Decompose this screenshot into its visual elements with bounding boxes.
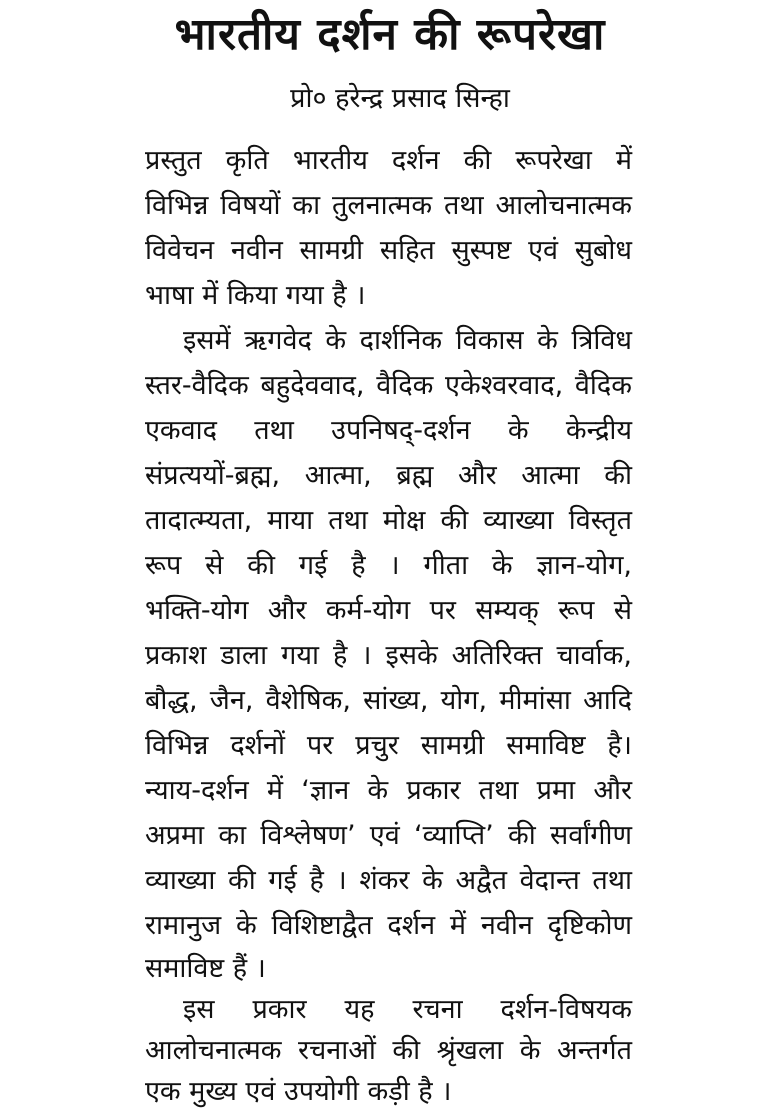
text-line: एक मुख्य एवं उपयोगी कड़ी है ।: [145, 1076, 452, 1107]
description-body: [145, 138, 632, 1112]
text-line: विवेचन नवीन सामग्री सहित सुस्पष्ट एवं सुबोध: [145, 235, 632, 266]
paragraph-3: [145, 989, 632, 1112]
page-title: भारतीय दर्शन की रूपरेखा: [174, 9, 606, 60]
text-line: न्याय-दर्शन में ‘ज्ञान के प्रकार तथा प्रमा और: [145, 775, 632, 806]
text-line: समाविष्ट हैं ।: [145, 953, 266, 984]
text-line: तादात्म्यता, माया तथा मोक्ष की व्याख्या विस्तृत: [145, 505, 632, 536]
paragraph-1: [145, 138, 632, 318]
text-line: इस प्रकार यह रचना दर्शन-विषयक: [183, 994, 632, 1025]
text-line: स्तर-वैदिक बहुदेववाद, वैदिक एकेश्वरवाद, वैदिक: [145, 370, 632, 401]
text-line: रामानुज के विशिष्टाद्वैत दर्शन में नवीन दृष्टिकोण: [145, 910, 632, 941]
text-line: विभिन्न विषयों का तुलनात्मक तथा आलोचनात्मक: [145, 190, 632, 221]
text-line: प्रस्तुत कृति भारतीय दर्शन की रूपरेखा में: [145, 145, 632, 176]
author-name: प्रो० हरेन्द्र प्रसाद सिन्हा: [290, 83, 510, 114]
text-line: प्रकाश डाला गया है । इसके अतिरिक्त चार्वाक,: [145, 640, 632, 671]
text-line: भाषा में किया गया है ।: [145, 280, 366, 311]
text-line: संप्रत्ययों-ब्रह्म, आत्मा, ब्रह्म और आत्मा की: [145, 460, 632, 491]
text-line: विभिन्न दर्शनों पर प्रचुर सामग्री समाविष्ट है।: [145, 730, 632, 761]
text-line: रूप से की गई है । गीता के ज्ञान-योग,: [145, 550, 632, 581]
text-line: अप्रमा का विश्लेषण’ एवं ‘व्याप्ति’ की सर्वांगीण: [145, 820, 632, 851]
text-line: इसमें ऋगवेद के दार्शनिक विकास के त्रिविध: [183, 325, 632, 356]
text-line: एकवाद तथा उपनिषद्-दर्शन के केन्द्रीय: [145, 415, 632, 446]
text-line: बौद्ध, जैन, वैशेषिक, सांख्य, योग, मीमांसा आदि: [145, 685, 632, 716]
paragraph-2: [145, 318, 632, 989]
text-line: आलोचनात्मक रचनाओं की श्रृंखला के अन्तर्गत: [145, 1035, 632, 1066]
text-line: भक्ति-योग और कर्म-योग पर सम्यक् रूप से: [145, 595, 632, 626]
text-line: व्याख्या की गई है । शंकर के अद्वैत वेदान्त तथा: [145, 865, 632, 896]
